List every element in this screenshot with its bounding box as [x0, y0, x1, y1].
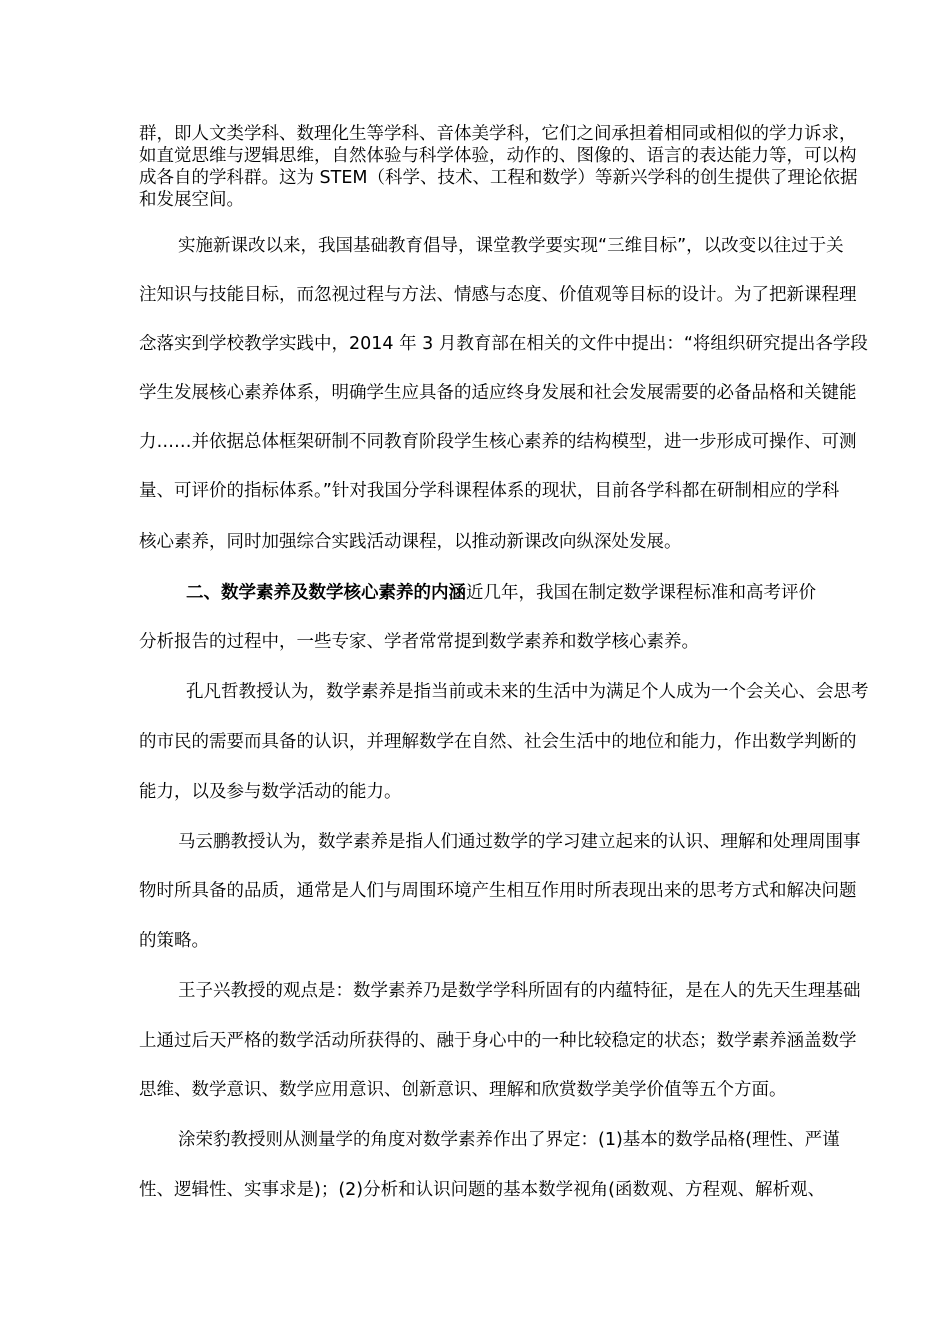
text-line: 和发展空间。: [139, 190, 244, 210]
text-line: 如直觉思维与逻辑思维，自然体验与科学体验，动作的、图像的、语言的表达能力等，可以构: [139, 146, 857, 166]
text-line: 实施新课改以来，我国基础教育倡导，课堂教学要实现“三维目标”，以改变以往过于关: [178, 236, 844, 256]
text-line: 注知识与技能目标，而忽视过程与方法、情感与态度、价值观等目标的设计。为了把新课程理: [139, 285, 857, 305]
text-line: 上通过后天严格的数学活动所获得的、融于身心中的一种比较稳定的状态；数学素养涵盖数学: [139, 1031, 857, 1051]
text-line: 分析报告的过程中，一些专家、学者常常提到数学素养和数学核心素养。: [139, 632, 699, 652]
text-line: 量、可评价的指标体系。”针对我国分学科课程体系的现状，目前各学科都在研制相应的学科: [139, 481, 840, 501]
text-line: 马云鹏教授认为，数学素养是指人们通过数学的学习建立起来的认识、理解和处理周围事: [178, 832, 861, 852]
text-line: 力……并依据总体框架研制不同教育阶段学生核心素养的结构模型，进一步形成可操作、可测: [139, 432, 857, 452]
text-line: 群，即人文类学科、数理化生等学科、音体美学科，它们之间承担着相同或相似的学力诉求，: [139, 124, 857, 144]
text-line: 思维、数学意识、数学应用意识、创新意识、理解和欣赏数学美学价值等五个方面。: [139, 1080, 787, 1100]
text-line: 孔凡哲教授认为，数学素养是指当前或未来的生活中为满足个人成为一个会关心、会思考: [186, 682, 869, 702]
text-line: 物时所具备的品质，通常是人们与周围环境产生相互作用时所表现出来的思考方式和解决问题: [139, 881, 857, 901]
section-heading: 二、数学素养及数学核心素养的内涵: [186, 583, 466, 603]
text-line: 性、逻辑性、实事求是)；(2)分析和认识问题的基本数学视角(函数观、方程观、解析观、: [139, 1180, 825, 1200]
text-line: 的策略。: [139, 931, 209, 951]
text-line: 核心素养，同时加强综合实践活动课程，以推动新课改向纵深处发展。: [139, 532, 682, 552]
text-line: 学生发展核心素养体系，明确学生应具备的适应终身发展和社会发展需要的必备品格和关键能: [139, 383, 857, 403]
text-line: 成各自的学科群。这为 STEM（科学、技术、工程和数学）等新兴学科的创生提供了理论依据: [139, 168, 858, 188]
text-line: 王子兴教授的观点是：数学素养乃是数学学科所固有的内蕴特征，是在人的先天生理基础: [178, 981, 861, 1001]
text-line: 涂荣豹教授则从测量学的角度对数学素养作出了界定：(1)基本的数学品格(理性、严谨: [178, 1130, 840, 1150]
text-line: 念落实到学校教学实践中，2014 年 3 月教育部在相关的文件中提出：“将组织研究提出各学段: [139, 334, 868, 354]
text-line: 近几年，我国在制定数学课程标准和高考评价: [466, 583, 816, 603]
text-line: 的市民的需要而具备的认识，并理解数学在自然、社会生活中的地位和能力，作出数学判断的: [139, 732, 857, 752]
section-heading-line: [186, 581, 816, 605]
text-line: 能力，以及参与数学活动的能力。: [139, 782, 402, 802]
